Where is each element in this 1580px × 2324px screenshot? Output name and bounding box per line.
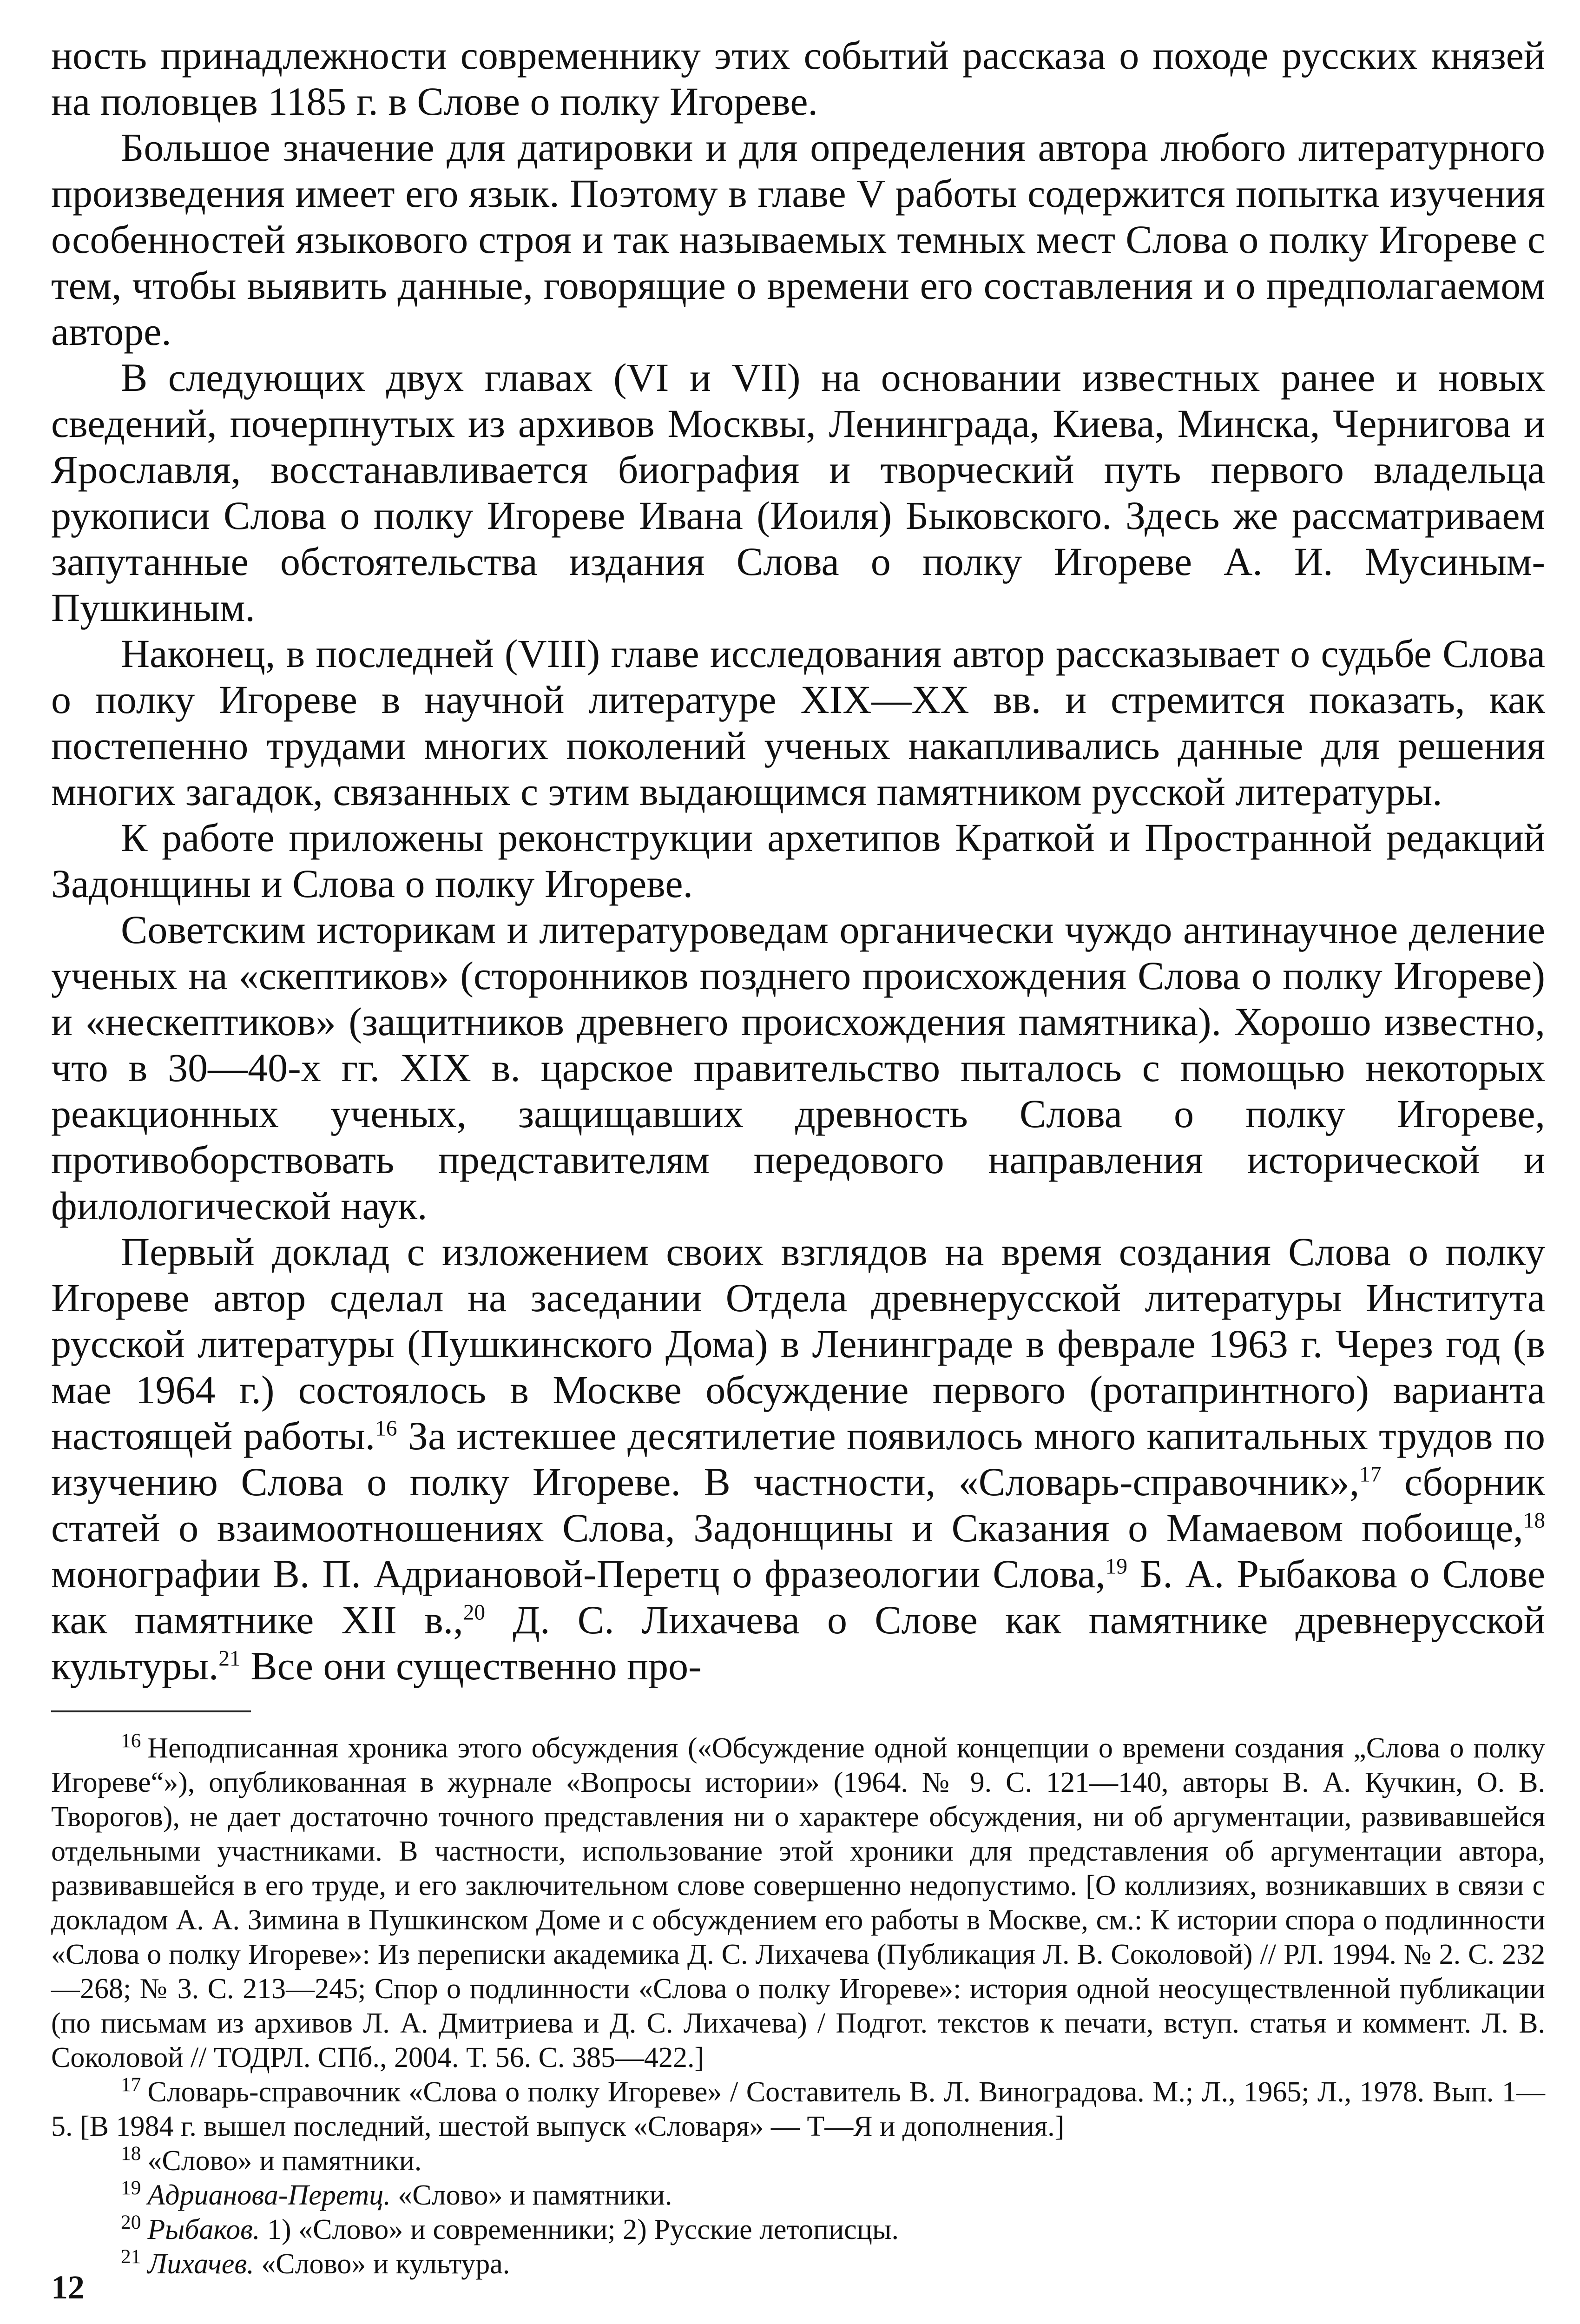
paragraph-7-part-6: Д. С. Лихачева о Слове как памятнике древнерусской культуры.	[51, 1598, 1545, 1688]
footnote-number: 21	[121, 2245, 141, 2268]
footnote-author: Рыбаков.	[147, 2214, 260, 2245]
footnote-text: «Слово» и памятники.	[147, 2145, 422, 2177]
footnote-number: 19	[121, 2177, 141, 2199]
footnote-number: 20	[121, 2211, 141, 2234]
footnote-text: «Слово» и культура.	[254, 2248, 510, 2280]
footnote-16	[51, 1731, 1545, 2075]
footnote-19	[51, 2178, 1545, 2212]
page-number: 12	[51, 2269, 85, 2306]
footnote-text: Неподписанная хроника этого обсуждения («Обсуждение одной концепции о времени создания „Слова о полку Игореве“»), опубликованная в журнале «Вопросы истории» (1964. № 9. С. 121—140, авторы В. А. Кучкин, О. В. Творогов), не дает достаточно точного представления ни о характере обсуждения, ни об аргументации, развивавшейся отдельными участниками. В частности, использование этой хроники для представления об аргументации автора, развивавшейся в его труде, и его заключительном слове совершенно недопустимо. [О коллизиях, возникавших в связи с докладом А. А. Зимина в Пушкинском Доме и с обсуждением его работы в Москве, см.: К истории спора о подлинности «Слова о полку Игореве»: Из переписки академика Д. С. Лихачева (Публикация Л. В. Соколовой) // РЛ. 1994. № 2. С. 232—268; № 3. С. 213—245; Спор о подлинности «Слова о полку Игореве»: история одной неосуществленной публикации (по письмам из архивов Л. А. Дмитриева и Д. С. Лихачева) / Подгот. текстов к печати, вступ. статья и коммент. Л. В. Соколовой // ТОДРЛ. СПб., 2004. Т. 56. С. 385—422.]	[51, 1732, 1545, 2073]
footnote-ref-16[interactable]: 16	[375, 1416, 397, 1441]
footnote-17	[51, 2075, 1545, 2144]
paragraph-5: К работе приложены реконструкции архетипов Краткой и Пространной редакций Задонщины и Слова о полку Игореве.	[51, 815, 1545, 906]
paragraph-2: Большое значение для датировки и для определения автора любого литературного произведения имеет его язык. Поэтому в главе V работы содержится попытка изучения особенностей языкового строя и так называемых темных мест Слова о полку Игореве с тем, чтобы выявить данные, говорящие о времени его составления и о предполагаемом авторе.	[51, 125, 1545, 354]
page	[51, 33, 1545, 2281]
paragraph-7-part-4: монографии В. П. Адриановой-Перетц о фразеологии Слова,	[51, 1552, 1106, 1596]
paragraph-7	[51, 1229, 1545, 1689]
footnote-author: Лихачев.	[147, 2248, 254, 2280]
paragraph-4: Наконец, в последней (VIII) главе исследования автор рассказывает о судьбе Слова о полку Игореве в научной литературе XIX—XX вв. и стремится показать, как постепенно трудами многих поколений ученых накапливались данные для решения многих загадок, связанных с этим выдающимся памятником русской литературы.	[51, 631, 1545, 814]
footnotes	[51, 1731, 1545, 2281]
footnote-text: Словарь-справочник «Слова о полку Игореве» / Составитель В. Л. Виноградова. М.; Л., 1965; Л., 1978. Вып. 1—5. [В 1984 г. вышел последний, шестой выпуск «Словаря» — Т—Я и дополнения.]	[51, 2076, 1545, 2142]
footnote-20	[51, 2212, 1545, 2247]
paragraph-7-part-2: За истекшее десятилетие появилось много капитальных трудов по изучению Слова о полку Игореве. В частности, «Словарь-справочник»,	[51, 1413, 1545, 1504]
footnote-ref-18[interactable]: 18	[1523, 1508, 1545, 1533]
footnote-ref-21[interactable]: 21	[218, 1646, 241, 1671]
footnote-ref-19[interactable]: 19	[1105, 1554, 1128, 1579]
footnote-21	[51, 2247, 1545, 2281]
footnote-ref-20[interactable]: 20	[463, 1600, 486, 1625]
footnote-text: «Слово» и памятники.	[390, 2179, 672, 2211]
paragraph-7-part-1: Первый доклад с изложением своих взглядов на время создания Слова о полку Игореве автор сделал на заседании Отдела древнерусской литературы Института русской литературы (Пушкинского Дома) в Ленинграде в феврале 1963 г. Через год (в мае 1964 г.) состоялось в Москве обсуждение первого (ротапринтного) варианта настоящей работы.	[51, 1229, 1545, 1458]
paragraph-6: Советским историкам и литературоведам органически чуждо антинаучное деление ученых на «скептиков» (сторонников позднего происхождения Слова о полку Игореве) и «нескептиков» (защитников древнего происхождения памятника). Хорошо известно, что в 30—40-х гг. XIX в. царское правительство пыталось с помощью некоторых реакционных ученых, защищавших древность Слова о полку Игореве, противоборствовать представителям передового направления исторической и филологической наук.	[51, 907, 1545, 1228]
body-text	[51, 33, 1545, 1689]
paragraph-7-part-3: сборник статей о взаимоотношениях Слова, Задонщины и Сказания о Мамаевом побоище,	[51, 1459, 1545, 1550]
footnote-number: 17	[121, 2073, 141, 2096]
paragraph-3: В следующих двух главах (VI и VII) на основании известных ранее и новых сведений, почерпнутых из архивов Москвы, Ленинграда, Киева, Минска, Чернигова и Ярославля, восстанавливается биография и творческий путь первого владельца рукописи Слова о полку Игореве Ивана (Иоиля) Быковского. Здесь же рассматриваем запутанные обстоятельства издания Слова о полку Игореве А. И. Мусиным-Пушкиным.	[51, 355, 1545, 630]
footnote-ref-17[interactable]: 17	[1359, 1462, 1382, 1487]
paragraph-7-part-5: Б. А. Рыбакова о Слове как памятнике XII в.,	[51, 1552, 1545, 1642]
paragraph-7-part-7: Все они существенно про-	[240, 1644, 702, 1688]
paragraph-1: ность принадлежности современнику этих событий рассказа о походе русских князей на половцев 1185 г. в Слове о полку Игореве.	[51, 33, 1545, 124]
footnote-author: Адрианова-Перетц.	[147, 2179, 391, 2211]
footnote-divider	[51, 1710, 251, 1712]
footnote-number: 16	[121, 1730, 141, 1752]
footnote-number: 18	[121, 2142, 141, 2165]
footnote-18	[51, 2144, 1545, 2178]
footnote-text: 1) «Слово» и современники; 2) Русские летописцы.	[260, 2214, 899, 2245]
